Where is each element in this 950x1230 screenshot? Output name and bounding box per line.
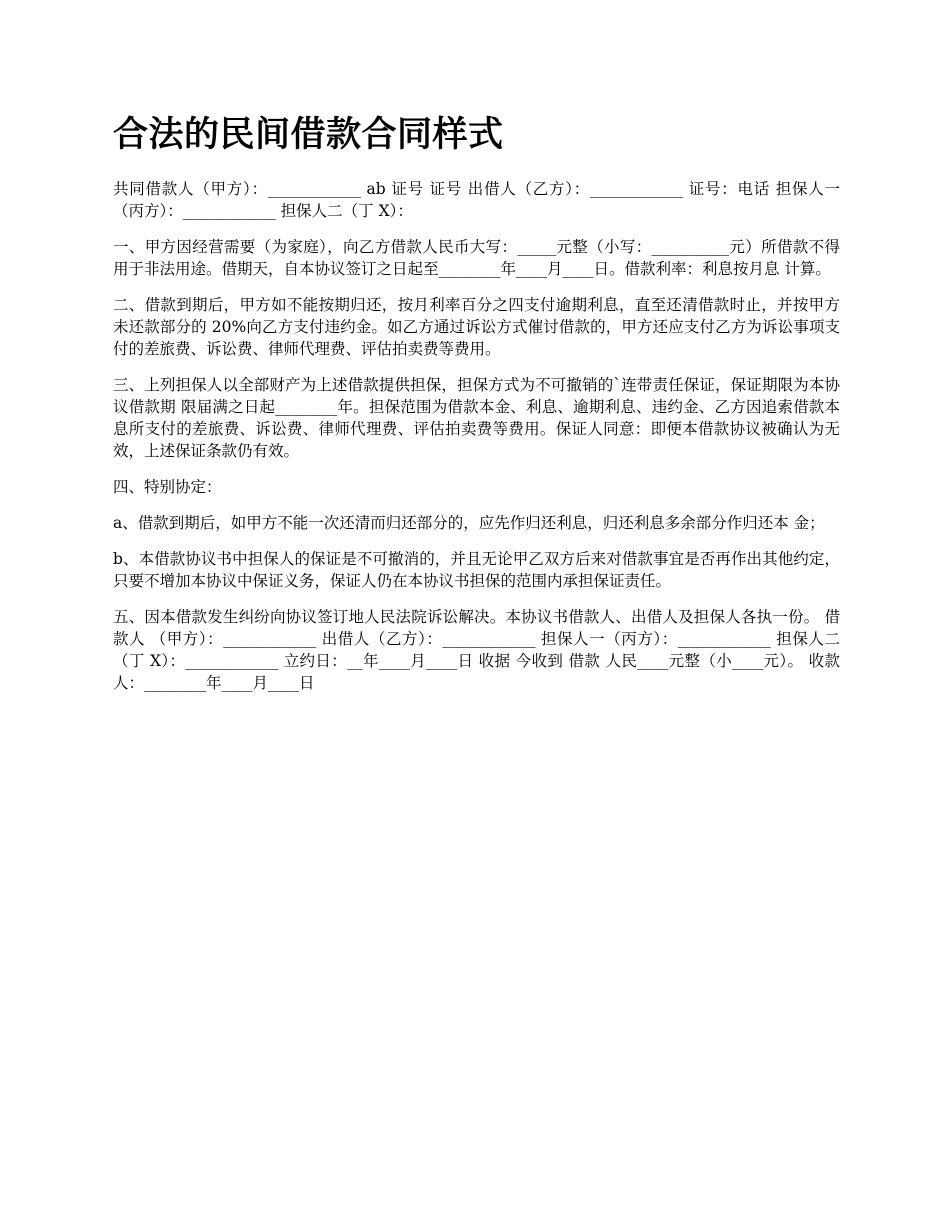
clause-4-heading: 四、特别协定： — [113, 478, 222, 496]
clause-4a-paragraph: a、借款到期后，如甲方不能一次还清而归还部分的，应先作归还利息，归还利息多余部分作归还本 金； — [113, 514, 825, 532]
document-page — [113, 112, 840, 708]
document-title: 合法的民间借款合同样式 — [113, 115, 504, 155]
clause-5-paragraph: 五、因本借款发生纠纷向协议签订地人民法院诉讼解决。本协议书借款人、出借人及担保人各执一份。 借款人 （甲方）：____________ 出借人（乙方）：____________ 担保人一（丙方）：____________ 担保人二（丁 X）：____________ 立约日：__年____月____日 收据 今收到 借款 人民____元整（小____元）。 收款人：________年____月____日 — [113, 608, 840, 692]
parties-paragraph: 共同借款人（甲方）：____________ ab 证号 证号 出借人（乙方）：____________ 证号：电话 担保人一（丙方）：____________ 担保人二（丁 X）： — [113, 180, 840, 220]
clause-1-paragraph: 一、甲方因经营需要（为家庭），向乙方借款人民币大写：_____元整（小写：__________元）所借款不得用于非法用途。借期天，自本协议签订之日起至________年____月____日。借款利率：利息按月息 计算。 — [113, 238, 840, 278]
clause-3-paragraph: 三、上列担保人以全部财产为上述借款提供担保，担保方式为不可撤销的`连带责任保证，保证期限为本协议借款期 限届满之日起________年。担保范围为借款本金、利息、逾期利息、违约金、乙方因追索借款本息所支付的差旅费、诉讼费、律师代理费、评估拍卖费等费用。保证人同意：即便本借款协议被确认为无效，上述保证条款仍有效。 — [113, 376, 840, 460]
clause-2-paragraph: 二、借款到期后，甲方如不能按期归还，按月利率百分之四支付逾期利息，直至还清借款时止，并按甲方未还款部分的 20%向乙方支付违约金。如乙方通过诉讼方式催讨借款的，甲方还应支付乙方为诉讼事项支付的差旅费、诉讼费、律师代理费、评估拍卖费等费用。 — [113, 296, 840, 358]
clause-4b-paragraph: b、本借款协议书中担保人的保证是不可撤消的，并且无论甲乙双方后来对借款事宜是否再作出其他约定，只要不增加本协议中保证义务，保证人仍在本协议书担保的范围内承担保证责任。 — [113, 550, 840, 590]
